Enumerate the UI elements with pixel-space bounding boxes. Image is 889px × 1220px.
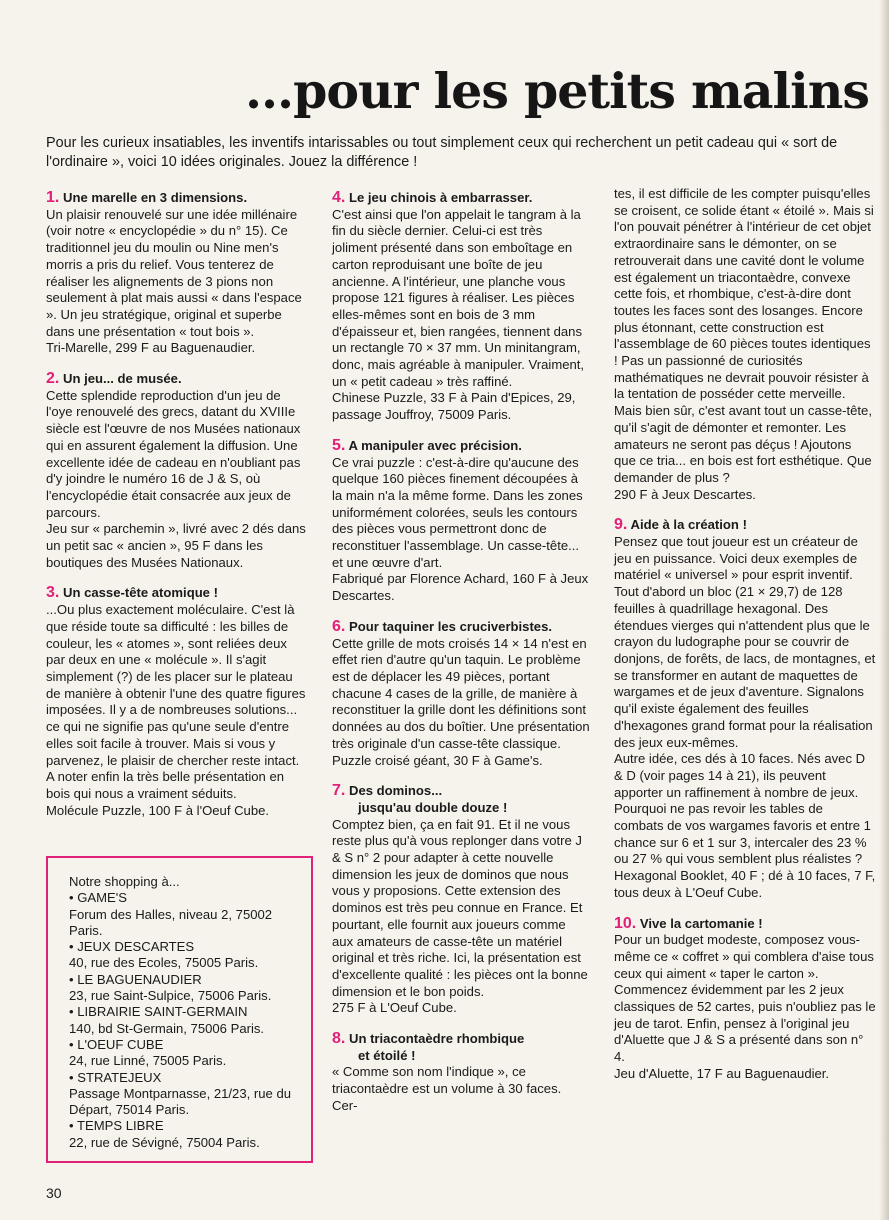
article-3: [46, 585, 308, 819]
shopping-box: [46, 856, 313, 1163]
column-3: [614, 186, 876, 1097]
article-body: « Comme son nom l'indique », ce triacontaèdre est un volume à 30 faces. Cer-: [332, 1064, 562, 1113]
article-heading: [332, 438, 590, 455]
store-address: 22, rue de Sévigné, 75004 Paris.: [69, 1134, 260, 1150]
article-heading: [46, 585, 308, 602]
article-7: [332, 783, 590, 1017]
store-address: 140, bd St-Germain, 75006 Paris.: [69, 1020, 265, 1036]
intro-paragraph: Pour les curieux insatiables, les inventifs intarissables ou tout simplement ceux qui recherchent un petit cadeau qui « sort de l'ordinaire », voici 10 idées originales. Jouez la différence !: [46, 135, 838, 170]
article-body: tes, il est difficile de les compter puisqu'elles se croisent, ce solide étant « étoilé ». Mais si l'on pouvait pénétrer à l'intérieur de cet objet extraordinaire sans le démonter, on se retrouverait dans une cavité dont le volume est également un triacontaèdre, convexe cette fois, et rhombique, c'est-à-dire dont toutes les faces sont des losanges. Encore plus étonnant, cette construction est l'assemblage de 60 pièces toutes identiques ! Pas un passionné de curiosités mathématiques ne devrait pouvoir résister à la tentation de posséder cette merveille. Mais bien sûr, c'est avant tout un casse-tête, qu'il s'agit de démonter et remonter. Les amateurs ne seront pas déçus ! Ajoutons que ce tria... en bois est fort esthétique. Que demander de plus ?: [614, 186, 874, 485]
article-number: 8.: [332, 1030, 346, 1048]
article-number: 6.: [332, 617, 346, 635]
store-name: • TEMPS LIBRE: [69, 1118, 164, 1134]
article-subtitle: jusqu'au double douze !: [358, 799, 508, 815]
article-2: [46, 371, 308, 571]
store-name: • GAME'S: [69, 890, 128, 906]
article-body: C'est ainsi que l'on appelait le tangram à la fin du siècle dernier. Celui-ci est très joliment présenté dans son emboîtage en carton reproduisant une boîte de jeu ancienne. A l'intérieur, une planche vous propose 121 figures à réaliser. Les pièces elles-mêmes sont en bois de 3 mm d'épaisseur et, bien rangées, tiennent dans un rectangle 70 × 37 mm. Un minitangram, donc, mais agréable à manipuler. Vraiment, un « petit cadeau » très raffiné.: [332, 206, 585, 389]
article-price: Puzzle croisé géant, 30 F à Game's.: [332, 752, 543, 768]
article-heading: [46, 190, 308, 207]
store-address: 23, rue Saint-Sulpice, 75006 Paris.: [69, 988, 272, 1004]
article-heading: [614, 517, 876, 534]
article-heading: [332, 619, 590, 636]
article-body: Autre idée, ces dés à 10 faces. Nés avec D & D (voir pages 14 à 21), ils peuvent apporter un raffinement à nombre de jeux. Pourquoi ne pas revoir les tables de combats de vos wargames favoris et entre 1 chance sur 6 et 1 sur 3, intercaler des 23 % ou 27 % qui vous semblent plus réalistes ?: [614, 751, 871, 867]
article-8-continued: [614, 186, 876, 503]
article-heading: [46, 371, 308, 388]
article-price: Fabriqué par Florence Achard, 160 F à Jeux Descartes.: [332, 571, 589, 604]
article-body: Pour un budget modeste, composez vous-même ce « coffret » qui comblera d'aise tous ceux qui aiment « taper le carton ».: [614, 932, 874, 981]
article-body: Cette splendide reproduction d'un jeu de l'oye renouvelé des grecs, datant du XVIIIe siècle est l'œuvre de nos Musées nationaux qui en assurent également la diffusion. Une excellente idée de cadeau en n'oubliant pas d'y joindre le numéro 16 de J & S, où l'encyclopédie était consacrée aux jeux de parcours.: [46, 387, 301, 520]
store-name: • L'OEUF CUBE: [69, 1036, 164, 1052]
article-body: Cette grille de mots croisés 14 × 14 n'est en effet rien d'autre qu'un taquin. Le problème est de déplacer les 49 pièces, portant chacune 4 cases de la grille, de manière à reconstituer la grille dont les définitions sont données au dos du boîtier. Une présentation très originale d'un casse-tête classique.: [332, 635, 590, 751]
article-subtitle: et étoilé !: [358, 1047, 416, 1063]
article-title: Vive la cartomanie !: [639, 915, 763, 931]
shopping-heading: Notre shopping à...: [69, 874, 180, 889]
article-body: Pensez que tout joueur est un créateur de jeu en puissance. Voici deux exemples de matériel « universel » pour esprit inventif. Tout d'abord un bloc (21 × 29,7) de 128 feuilles à quadrillage hexagonal. Des étendues vierges qui n'attendent plus que le crayon du ludographe pour se couvrir de donjons, de forêts, de lacs, de montagnes, et se transformer en autant de maquettes de wargames et de jeux d'aventure. Signalons qu'il existe également des feuilles d'hexagones grand format pour la réalisation des jeux eux-mêmes.: [614, 534, 876, 750]
article-title: A manipuler avec précision.: [348, 437, 522, 453]
article-heading: [614, 916, 876, 933]
article-heading: [332, 783, 590, 816]
store-address: 40, rue des Ecoles, 75005 Paris.: [69, 955, 259, 971]
article-body: Ce vrai puzzle : c'est-à-dire qu'aucune des quelque 160 pièces finement découpées à la main n'a la même forme. Dans les zones uniformément colorées, seuls les contours des pièces vous permettront donc de reconstituer l'assemblage. Un casse-tête... et une œuvre d'art.: [332, 454, 583, 570]
store-name: • LE BAGUENAUDIER: [69, 971, 202, 987]
article-title: Aide à la création !: [630, 517, 747, 533]
article-number: 9.: [614, 516, 628, 534]
article-8: [332, 1031, 590, 1115]
article-price: Jeu sur « parchemin », livré avec 2 dés dans un petit sac « ancien », 95 F dans les boutiques des Musées Nationaux.: [46, 521, 306, 570]
article-title: Un jeu... de musée.: [62, 371, 182, 387]
article-title: Le jeu chinois à embarrasser.: [348, 190, 533, 205]
article-title: Une marelle en 3 dimensions.: [62, 190, 248, 205]
article-body: Commencez évidemment par les 2 jeux classiques de 52 cartes, puis n'oubliez pas le jeu de tarot. Enfin, pensez à l'original jeu d'Aluette que J & S a présenté dans son n° 4.: [614, 982, 876, 1065]
article-9: [614, 517, 876, 901]
article-number: 3.: [46, 584, 60, 602]
page-number: 30: [46, 1185, 62, 1201]
article-4: [332, 190, 590, 424]
article-heading: [332, 1031, 590, 1064]
page-title: ...pour les petits malins: [244, 62, 869, 120]
article-price: 275 F à L'Oeuf Cube.: [332, 1000, 457, 1016]
article-6: [332, 619, 590, 769]
article-price: 290 F à Jeux Descartes.: [614, 486, 756, 502]
article-number: 5.: [332, 436, 346, 454]
article-body: ...Ou plus exactement moléculaire. C'est là que réside toute sa difficulté : les billes de couleur, les « atomes », sont reliées deux par deux en une « molécule ». Il s'agit simplement (?) de les placer sur le plateau de manière à obtenir l'une des quatre figures imposées. Il y a de nombreuses solutions... ce qui ne signifie pas qu'une seule d'entre elles soit facile à trouver. Mais si vous y parvenez, le plaisir de chercher reste intact. A noter enfin la très belle présentation en bois qui nous a vraiment séduits.: [46, 602, 306, 801]
column-2: [332, 190, 590, 1129]
article-heading: [332, 190, 590, 207]
store-name: • STRATEJEUX: [69, 1069, 162, 1085]
store-address: Forum des Halles, niveau 2, 75002 Paris.: [69, 906, 273, 938]
article-price: Chinese Puzzle, 33 F à Pain d'Epices, 29, passage Jouffroy, 75009 Paris.: [332, 390, 576, 423]
article-number: 7.: [332, 782, 346, 800]
article-price: Tri-Marelle, 299 F au Baguenaudier.: [46, 340, 256, 356]
store-name: • JEUX DESCARTES: [69, 939, 195, 955]
article-price: Jeu d'Aluette, 17 F au Baguenaudier.: [614, 1065, 830, 1081]
article-number: 10.: [614, 914, 637, 932]
article-body: Comptez bien, ça en fait 91. Et il ne vous reste plus qu'à vous replonger dans votre J & S n° 2 pour adapter à cette nouvelle dimension les jeux de dominos que nous vous y proposions. Cette extension des dominos est très peu connue en France. Et pourtant, elle fournit aux joueurs comme aux amateurs de casse-tête un matériel original et très riche. Ici, la présentation est d'excellente qualité : les pièces ont la bonne dimension et le bon poids.: [332, 816, 588, 999]
article-1: [46, 190, 308, 357]
article-title: Un triacontaèdre rhombique: [348, 1031, 525, 1047]
article-price: Hexagonal Booklet, 40 F ; dé à 10 faces, 7 F, tous deux à L'Oeuf Cube.: [614, 868, 876, 900]
column-1: [46, 190, 308, 833]
article-title: Des dominos...: [348, 783, 443, 799]
page-edge-shadow: [879, 0, 889, 1220]
article-title: Pour taquiner les cruciverbistes.: [348, 618, 553, 634]
store-address: 24, rue Linné, 75005 Paris.: [69, 1053, 227, 1069]
article-title: Un casse-tête atomique !: [62, 585, 218, 601]
article-number: 1.: [46, 189, 60, 206]
store-name: • LIBRAIRIE SAINT-GERMAIN: [69, 1004, 248, 1020]
article-body: Un plaisir renouvelé sur une idée millénaire (voir notre « encyclopédie » du n° 15). Ce traditionnel jeu du moulin ou Nine men's morris a pris du relief. Vous tenterez de réaliser les alignements de 3 pions non seulement à plat mais aussi « dans l'espace ». Un jeu stratégique, original et superbe dans une présentation « tout bois ».: [46, 206, 302, 339]
article-5: [332, 438, 590, 605]
article-number: 4.: [332, 189, 346, 206]
article-price: Molécule Puzzle, 100 F à l'Oeuf Cube.: [46, 802, 270, 818]
store-address: Passage Montparnasse, 21/23, rue du Départ, 75014 Paris.: [69, 1085, 292, 1118]
article-number: 2.: [46, 370, 60, 388]
article-10: [614, 916, 876, 1083]
